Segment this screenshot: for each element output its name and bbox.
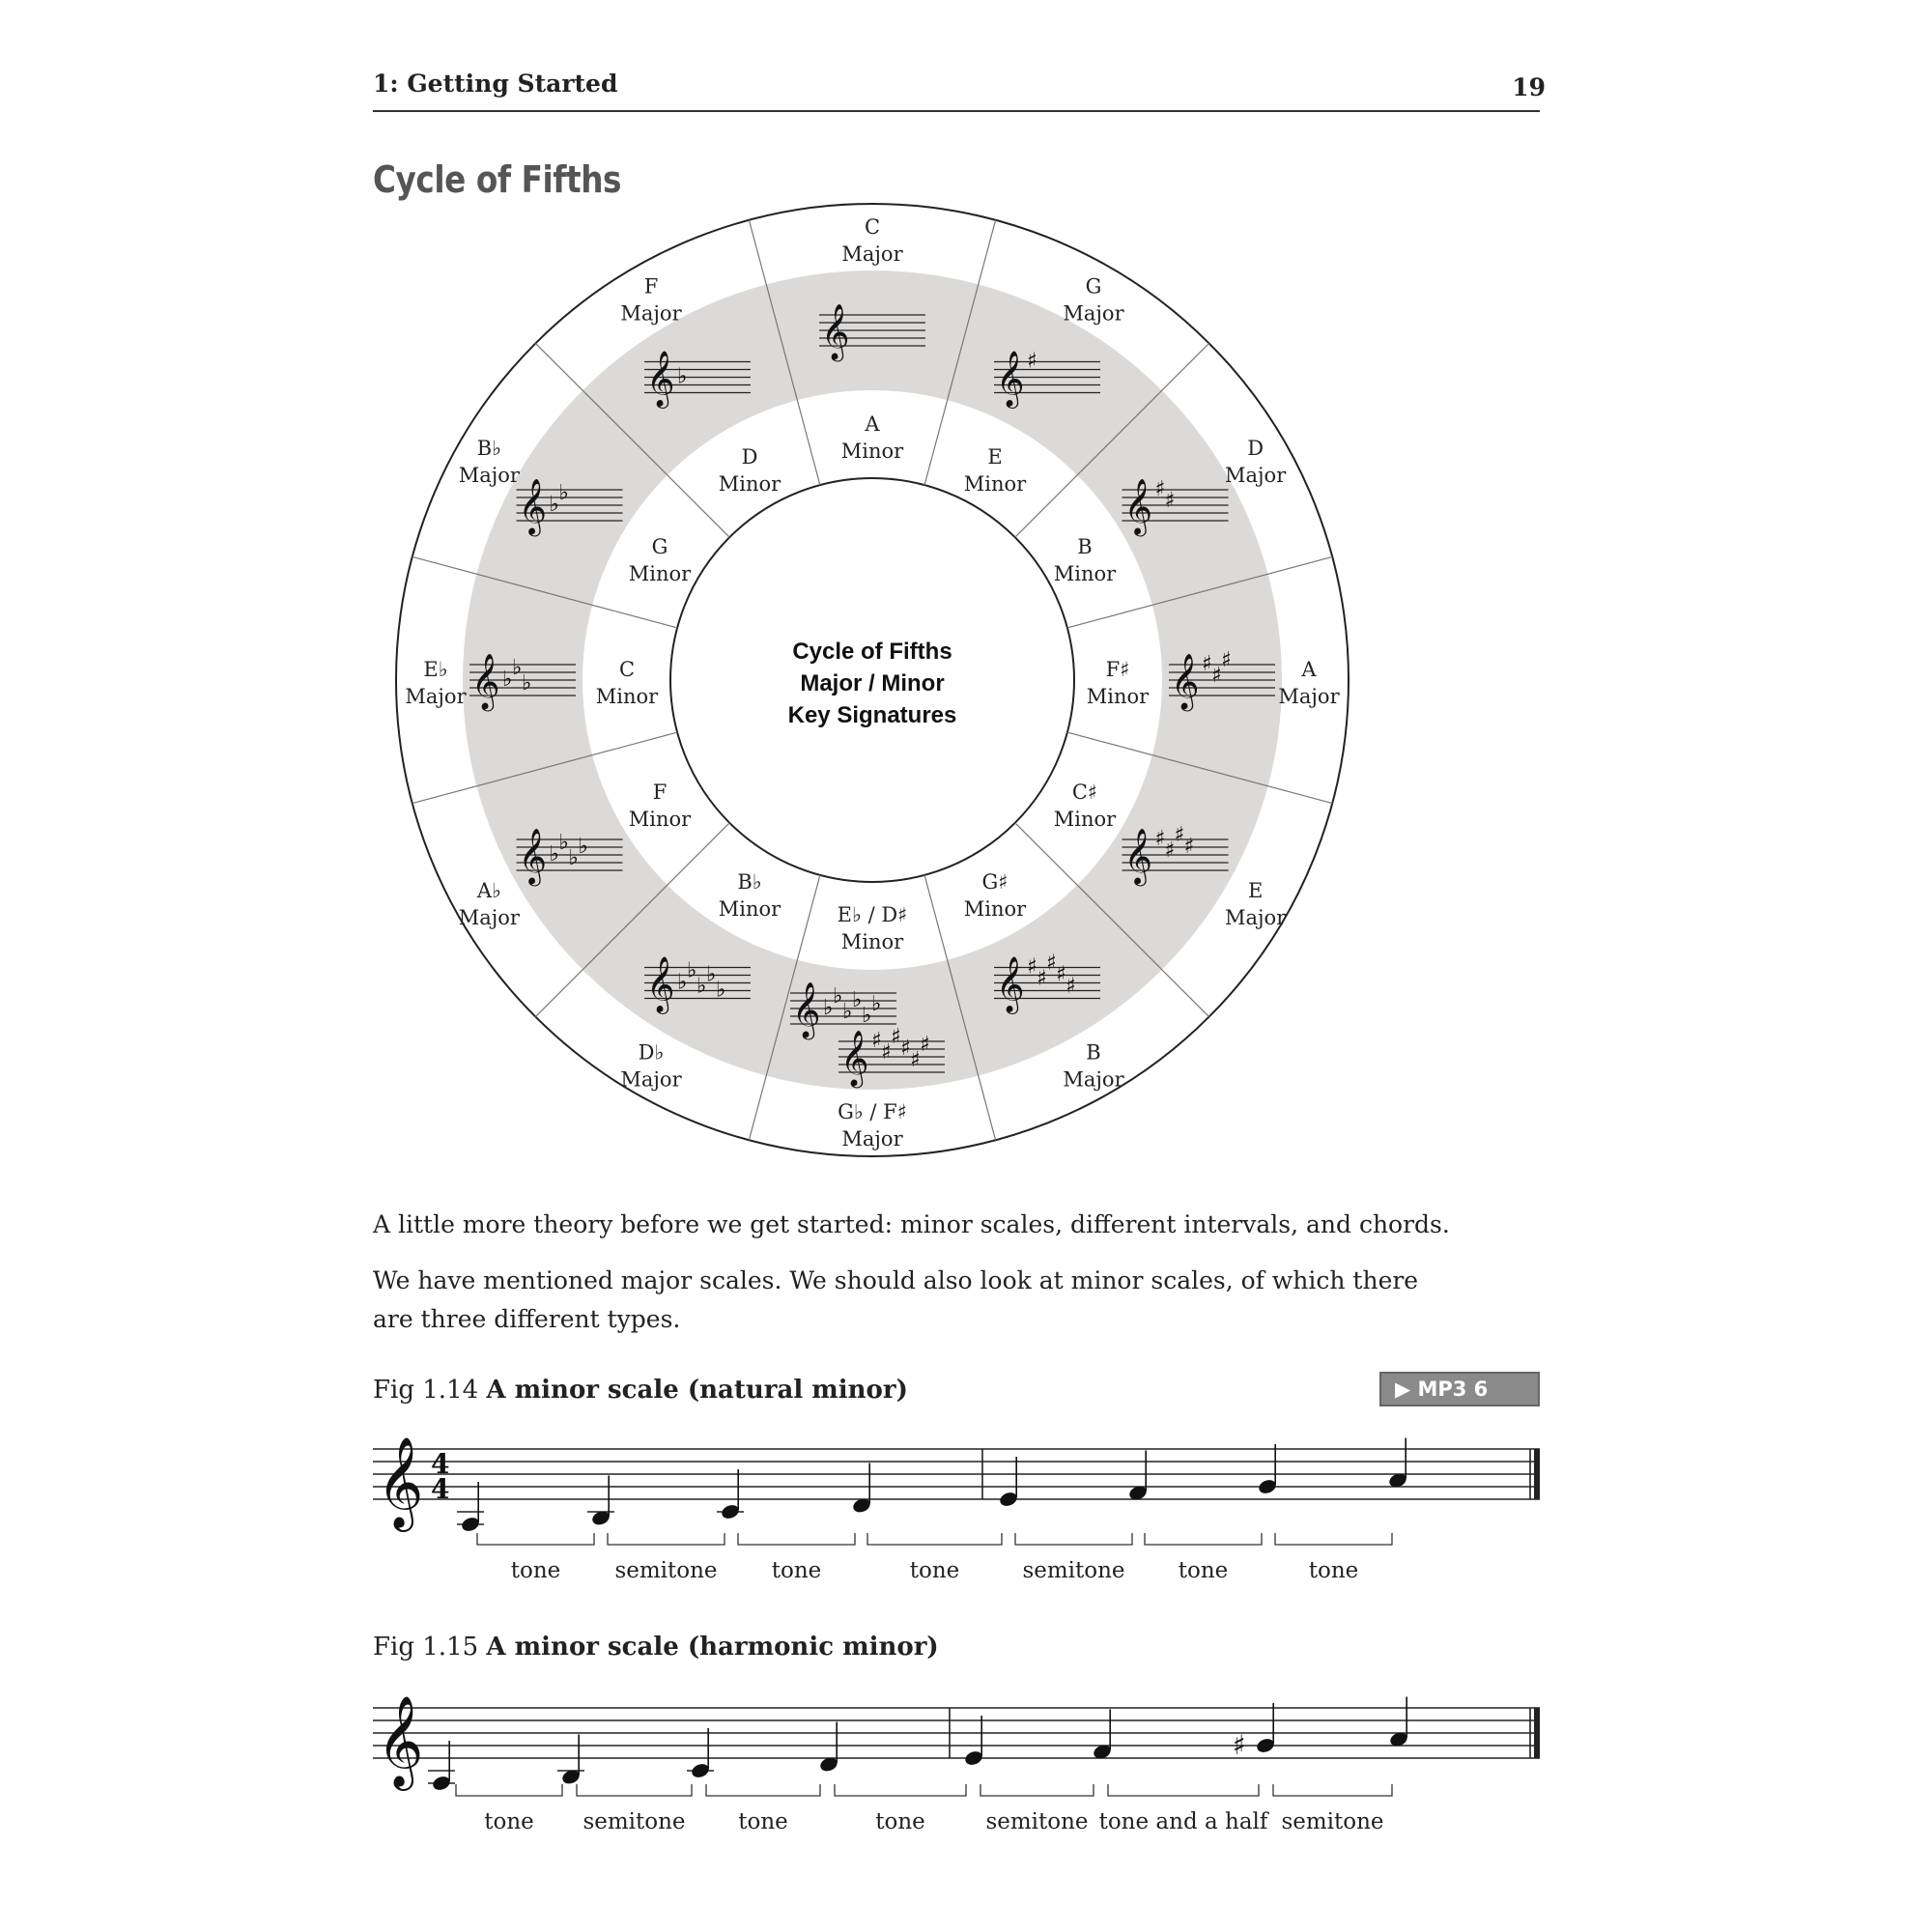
flat-icon: ♭ xyxy=(512,656,523,680)
flat-icon: ♭ xyxy=(549,493,559,517)
flat-icon: ♭ xyxy=(522,671,532,696)
interval-label: tone xyxy=(1178,1558,1229,1583)
paragraph-1: A little more theory before we get started: minor scales, different intervals, and chords. xyxy=(373,1210,1450,1238)
treble-clef-icon: 𝄞 xyxy=(518,828,548,884)
sharp-icon: ♯ xyxy=(1183,835,1195,859)
fig-1-label: Fig 1.14 xyxy=(373,1376,487,1405)
flat-icon: ♭ xyxy=(852,988,863,1012)
flat-icon: ♭ xyxy=(558,481,569,505)
final-barline-thick xyxy=(1534,1708,1540,1758)
major-label: Major xyxy=(620,301,682,326)
minor-label: Minor xyxy=(718,472,781,497)
minor-key-name: G xyxy=(651,535,668,558)
minor-label: Minor xyxy=(840,930,904,953)
sharp-icon: ♯ xyxy=(900,1037,911,1061)
interval-label: semitone xyxy=(985,1809,1089,1834)
interval-bracket xyxy=(1145,1533,1262,1545)
minor-key-name: C♯ xyxy=(1071,781,1098,804)
minor-label: Minor xyxy=(1053,808,1117,831)
sharp-icon: ♯ xyxy=(910,1048,921,1072)
interval-label: tone and a half xyxy=(1098,1809,1268,1834)
flat-icon: ♭ xyxy=(549,842,559,867)
sharp-icon: ♯ xyxy=(1164,838,1176,863)
interval-bracket xyxy=(1108,1784,1259,1796)
minor-key-name: G♯ xyxy=(981,869,1009,894)
treble-clef-icon: 𝄞 xyxy=(840,1030,869,1086)
major-key-name: D xyxy=(1247,437,1264,460)
interval-bracket xyxy=(835,1784,966,1796)
flat-icon: ♭ xyxy=(502,668,513,692)
minor-key-name: D xyxy=(741,445,758,469)
major-key-name: F xyxy=(643,274,659,298)
flat-icon: ♭ xyxy=(833,984,843,1009)
sharp-icon: ♯ xyxy=(1164,489,1176,513)
major-key-name: E♭ xyxy=(423,658,448,681)
sharp-icon: ♯ xyxy=(1065,974,1076,999)
sharp-icon: ♯ xyxy=(871,1029,882,1053)
major-label: Major xyxy=(1278,685,1340,708)
treble-clef-icon: 𝄞 xyxy=(821,303,850,359)
treble-clef-icon: 𝄞 xyxy=(1123,828,1153,884)
interval-label: tone xyxy=(771,1558,822,1583)
interval-label: semitone xyxy=(1022,1558,1125,1583)
minor-label: Minor xyxy=(840,440,904,463)
flat-icon: ♭ xyxy=(696,974,707,999)
fig-2-staff xyxy=(0,1681,1932,1845)
flat-icon: ♭ xyxy=(862,1004,872,1028)
minor-label: Minor xyxy=(1053,562,1117,585)
major-label: Major xyxy=(1063,301,1124,326)
page-number: 19 xyxy=(1512,73,1546,101)
fig-1-caption xyxy=(373,1376,908,1405)
interval-bracket xyxy=(1275,1533,1392,1545)
interval-label: semitone xyxy=(1281,1809,1384,1834)
sharp-icon: ♯ xyxy=(1027,349,1037,374)
major-label: Major xyxy=(620,1067,682,1092)
interval-label: tone xyxy=(875,1809,925,1834)
major-key-name: B xyxy=(1086,1040,1101,1065)
minor-label: Minor xyxy=(628,562,692,585)
interval-bracket xyxy=(738,1533,855,1545)
treble-clef-icon: 𝄞 xyxy=(377,1436,424,1528)
final-barline-thick xyxy=(1534,1449,1540,1499)
flat-icon: ♭ xyxy=(842,1000,853,1024)
major-key-name: G♭ / F♯ xyxy=(838,1100,907,1123)
sharp-icon: ♯ xyxy=(1037,966,1047,991)
major-label: Major xyxy=(458,464,520,487)
sharp-icon: ♯ xyxy=(881,1040,892,1065)
minor-key-name: A xyxy=(865,412,880,436)
interval-bracket xyxy=(1015,1533,1132,1545)
interval-label: tone xyxy=(738,1809,788,1834)
sharp-icon: ♯ xyxy=(1046,951,1057,976)
sharp-icon: ♯ xyxy=(1211,664,1222,688)
interval-bracket xyxy=(608,1533,724,1545)
flat-icon: ♭ xyxy=(716,978,726,1003)
mp3-button[interactable]: ▶ MP3 6 xyxy=(1379,1372,1540,1406)
sharp-icon: ♯ xyxy=(891,1025,901,1049)
interval-bracket xyxy=(1273,1784,1392,1796)
minor-label: Minor xyxy=(718,896,781,921)
flat-icon: ♭ xyxy=(687,958,697,983)
interval-bracket xyxy=(867,1533,1002,1545)
interval-bracket xyxy=(456,1784,562,1796)
minor-label: Minor xyxy=(628,808,692,831)
interval-bracket xyxy=(477,1533,594,1545)
wheel-center-line: Key Signatures xyxy=(787,702,957,728)
interval-bracket xyxy=(980,1784,1094,1796)
treble-clef-icon: 𝄞 xyxy=(792,981,821,1037)
flat-icon: ♭ xyxy=(677,970,688,995)
flat-icon: ♭ xyxy=(823,996,834,1020)
flat-icon: ♭ xyxy=(578,835,588,859)
interval-label: tone xyxy=(484,1809,534,1834)
sharp-icon: ♯ xyxy=(920,1033,930,1057)
sharp-icon: ♯ xyxy=(1154,827,1166,851)
treble-clef-icon: 𝄞 xyxy=(996,350,1025,407)
flat-icon: ♭ xyxy=(558,831,569,855)
major-key-name: A♭ xyxy=(476,879,501,902)
interval-label: semitone xyxy=(582,1809,686,1834)
major-key-name: G xyxy=(1085,274,1102,298)
flat-icon: ♭ xyxy=(706,962,717,987)
sharp-icon: ♯ xyxy=(1056,962,1066,987)
fig-1-title: A minor scale (natural minor) xyxy=(486,1376,908,1405)
major-label: Major xyxy=(1225,906,1287,929)
treble-clef-icon: 𝄞 xyxy=(996,955,1025,1012)
major-label: Major xyxy=(1063,1067,1124,1092)
sharp-icon: ♯ xyxy=(1202,652,1212,676)
interval-bracket xyxy=(706,1784,820,1796)
treble-clef-icon: 𝄞 xyxy=(471,653,500,709)
treble-clef-icon: 𝄞 xyxy=(1171,653,1200,709)
minor-key-name: C xyxy=(618,658,636,681)
fig-1-staff xyxy=(0,1430,1932,1594)
fig-2-label: Fig 1.15 xyxy=(373,1633,487,1662)
treble-clef-icon: 𝄞 xyxy=(518,478,548,534)
fig-2-caption xyxy=(373,1633,939,1662)
major-key-name: C xyxy=(864,215,881,239)
minor-key-name: F xyxy=(652,781,668,804)
chapter-header: 1: Getting Started xyxy=(373,70,618,98)
flat-icon: ♭ xyxy=(871,992,882,1016)
time-signature-bottom: 4 xyxy=(431,1473,450,1505)
minor-key-name: E xyxy=(987,445,1003,469)
interval-bracket xyxy=(577,1784,692,1796)
major-label: Major xyxy=(841,242,903,266)
minor-key-name: F♯ xyxy=(1105,658,1130,681)
section-title: Cycle of Fifths xyxy=(373,158,622,201)
treble-clef-icon: 𝄞 xyxy=(646,955,675,1012)
major-key-name: A xyxy=(1301,658,1317,681)
minor-label: Minor xyxy=(963,896,1027,921)
wheel-center-title xyxy=(788,639,957,728)
paragraph-2: We have mentioned major scales. We should also look at minor scales, of which there are three different types. xyxy=(373,1266,1419,1333)
interval-label: tone xyxy=(1308,1558,1359,1583)
flat-icon: ♭ xyxy=(677,364,688,389)
sharp-icon: ♯ xyxy=(1174,823,1185,847)
major-label: Major xyxy=(405,685,467,708)
flat-icon: ♭ xyxy=(568,846,579,870)
wheel-center-line: Major / Minor xyxy=(800,670,945,696)
treble-clef-icon: 𝄞 xyxy=(1123,478,1153,534)
sharp-icon: ♯ xyxy=(1154,477,1166,501)
sharp-icon: ♯ xyxy=(1233,1729,1246,1761)
interval-label: tone xyxy=(510,1558,561,1583)
major-key-name: D♭ xyxy=(638,1040,665,1065)
interval-label: tone xyxy=(909,1558,960,1583)
treble-clef-icon: 𝄞 xyxy=(646,350,675,407)
minor-label: Minor xyxy=(595,685,659,708)
interval-label: semitone xyxy=(614,1558,718,1583)
sharp-icon: ♯ xyxy=(1027,954,1037,980)
time-signature-top: 4 xyxy=(431,1448,450,1480)
wheel-center-line: Cycle of Fifths xyxy=(792,639,952,665)
major-label: Major xyxy=(458,906,520,929)
treble-clef-icon: 𝄞 xyxy=(377,1695,424,1787)
fig-2-title: A minor scale (harmonic minor) xyxy=(486,1633,939,1662)
minor-label: Minor xyxy=(963,472,1027,497)
major-label: Major xyxy=(1225,464,1287,487)
minor-key-name: E♭ / D♯ xyxy=(837,903,908,926)
major-label: Major xyxy=(841,1127,903,1151)
minor-label: Minor xyxy=(1086,685,1150,708)
sharp-icon: ♯ xyxy=(1221,648,1232,672)
minor-key-name: B♭ xyxy=(737,869,762,894)
minor-key-name: B xyxy=(1077,535,1093,558)
major-key-name: B♭ xyxy=(476,437,502,460)
major-key-name: E xyxy=(1247,879,1264,902)
